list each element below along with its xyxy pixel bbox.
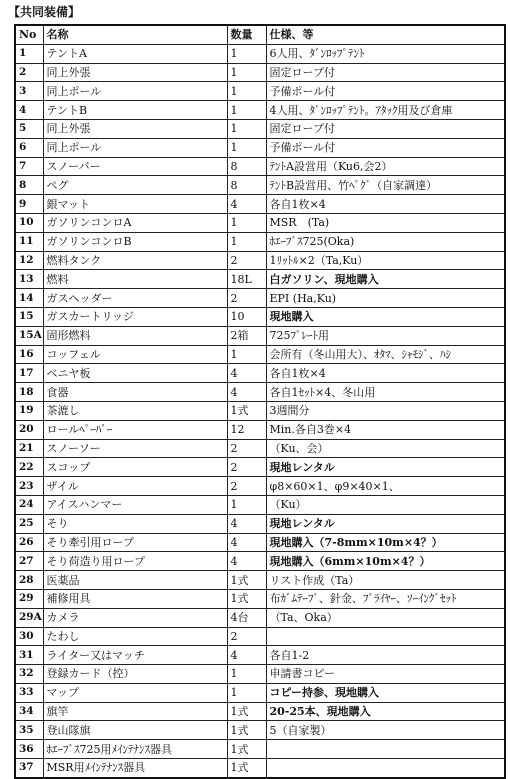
row-quantity: 4 xyxy=(227,364,266,383)
row-name: ザイル xyxy=(43,477,227,496)
table-row xyxy=(15,119,505,138)
row-name: ﾎｴｰﾌﾞｽ725用ﾒｲﾝﾃﾅﾝｽ器具 xyxy=(43,740,227,759)
row-number: 30 xyxy=(15,627,43,646)
row-number: 9 xyxy=(15,195,43,214)
table-row xyxy=(15,157,505,176)
row-number: 28 xyxy=(15,571,43,590)
row-spec: 5（自家製） xyxy=(266,721,505,740)
row-quantity: 4 xyxy=(227,383,266,402)
row-number: 34 xyxy=(15,702,43,721)
row-quantity: 1 xyxy=(227,101,266,120)
row-quantity: 2 xyxy=(227,458,266,477)
row-quantity: 1式 xyxy=(227,401,266,420)
equipment-table xyxy=(14,24,506,779)
row-spec: 現地レンタル xyxy=(266,514,505,533)
row-spec: 各自1-2 xyxy=(266,646,505,665)
row-name: スノーバー xyxy=(43,157,227,176)
row-quantity: 2 xyxy=(227,251,266,270)
row-quantity: 1 xyxy=(227,213,266,232)
row-name: ベニヤ板 xyxy=(43,364,227,383)
row-quantity: 8 xyxy=(227,157,266,176)
table-row xyxy=(15,589,505,608)
row-number: 25 xyxy=(15,514,43,533)
row-spec: 各自1ｾｯﾄ×4、冬山用 xyxy=(266,383,505,402)
row-name: 旗竿 xyxy=(43,702,227,721)
row-name: 医薬品 xyxy=(43,571,227,590)
table-row xyxy=(15,608,505,627)
row-name: 登録カード（控） xyxy=(43,665,227,684)
table-row xyxy=(15,721,505,740)
row-name: 食器 xyxy=(43,383,227,402)
table-row xyxy=(15,82,505,101)
row-number: 1 xyxy=(15,44,43,63)
row-name: 茶漉し xyxy=(43,401,227,420)
header-qty: 数量 xyxy=(227,25,266,44)
row-spec: （Ta、Oka） xyxy=(266,608,505,627)
row-spec: 各自1枚×4 xyxy=(266,195,505,214)
row-quantity: 4 xyxy=(227,195,266,214)
table-row xyxy=(15,495,505,514)
row-spec: 725ﾌﾟﾚｰﾄ用 xyxy=(266,326,505,345)
table-row xyxy=(15,420,505,439)
row-quantity: 1式 xyxy=(227,702,266,721)
row-spec: 現地購入（7-8mm×10m×4？） xyxy=(266,533,505,552)
row-name: MSR用ﾒｲﾝﾃﾅﾝｽ器具 xyxy=(43,759,227,778)
row-number: 27 xyxy=(15,552,43,571)
row-quantity: 10 xyxy=(227,307,266,326)
table-row xyxy=(15,702,505,721)
row-quantity: 4 xyxy=(227,552,266,571)
row-spec: 白ガソリン、現地購入 xyxy=(266,270,505,289)
table-row xyxy=(15,646,505,665)
row-spec xyxy=(266,627,505,646)
row-number: 5 xyxy=(15,119,43,138)
row-spec: φ8×60×1、φ9×40×1、 xyxy=(266,477,505,496)
row-number: 24 xyxy=(15,495,43,514)
row-number: 22 xyxy=(15,458,43,477)
header-no: No xyxy=(15,25,43,44)
row-name: マップ xyxy=(43,683,227,702)
row-name: 固形燃料 xyxy=(43,326,227,345)
row-number: 6 xyxy=(15,138,43,157)
row-spec: 6人用、ﾀﾞﾝﾛｯﾌﾟﾃﾝﾄ xyxy=(266,44,505,63)
table-row xyxy=(15,364,505,383)
row-number: 29A xyxy=(15,608,43,627)
table-row xyxy=(15,477,505,496)
row-number: 11 xyxy=(15,232,43,251)
table-row xyxy=(15,232,505,251)
table-row xyxy=(15,138,505,157)
row-spec: 固定ロープ付 xyxy=(266,63,505,82)
table-row xyxy=(15,63,505,82)
row-quantity: 8 xyxy=(227,176,266,195)
row-name: たわし xyxy=(43,627,227,646)
row-quantity: 2 xyxy=(227,289,266,308)
row-number: 4 xyxy=(15,101,43,120)
row-quantity: 1 xyxy=(227,44,266,63)
row-spec: 3週間分 xyxy=(266,401,505,420)
table-row xyxy=(15,627,505,646)
table-row xyxy=(15,307,505,326)
row-spec xyxy=(266,740,505,759)
row-quantity: 2 xyxy=(227,439,266,458)
table-row xyxy=(15,289,505,308)
table-row xyxy=(15,326,505,345)
row-name: そり荷造り用ロープ xyxy=(43,552,227,571)
row-spec: ﾎｴｰﾌﾞｽ725(Oka) xyxy=(266,232,505,251)
row-quantity: 1式 xyxy=(227,759,266,778)
table-row xyxy=(15,44,505,63)
row-spec: 1ﾘｯﾄﾙ×2（Ta,Ku） xyxy=(266,251,505,270)
row-number: 7 xyxy=(15,157,43,176)
row-spec: 4人用、ﾀﾞﾝﾛｯﾌﾟﾃﾝﾄ。ｱﾀｯｸ用及び倉庫 xyxy=(266,101,505,120)
table-body xyxy=(15,44,505,778)
row-quantity: 1式 xyxy=(227,740,266,759)
row-name: コッフェル xyxy=(43,345,227,364)
row-name: 同上ポール xyxy=(43,82,227,101)
row-number: 8 xyxy=(15,176,43,195)
table-row xyxy=(15,514,505,533)
row-spec: 申請書コピー xyxy=(266,665,505,684)
row-number: 21 xyxy=(15,439,43,458)
row-name: 銀マット xyxy=(43,195,227,214)
table-row xyxy=(15,401,505,420)
row-spec: 会所有（冬山用大）、ｵﾀﾏ、ｼｬﾓｼﾞ、ﾊｼ xyxy=(266,345,505,364)
row-spec: 20-25本、現地購入 xyxy=(266,702,505,721)
row-number: 23 xyxy=(15,477,43,496)
row-name: 燃料 xyxy=(43,270,227,289)
row-spec: 固定ロープ付 xyxy=(266,119,505,138)
row-name: ロールﾍﾟｰﾊﾟｰ xyxy=(43,420,227,439)
row-spec: Min.各自3巻×4 xyxy=(266,420,505,439)
table-row xyxy=(15,439,505,458)
row-spec: ﾃﾝﾄA設営用（Ku6,会2） xyxy=(266,157,505,176)
header-name: 名称 xyxy=(43,25,227,44)
row-spec: 現地購入（6mm×10m×4？） xyxy=(266,552,505,571)
table-row xyxy=(15,759,505,778)
table-row xyxy=(15,665,505,684)
row-number: 12 xyxy=(15,251,43,270)
row-spec xyxy=(266,759,505,778)
row-quantity: 1 xyxy=(227,495,266,514)
row-quantity: 1 xyxy=(227,665,266,684)
table-row xyxy=(15,195,505,214)
row-spec: 予備ポール付 xyxy=(266,82,505,101)
row-spec: 布ｶﾞﾑﾃｰﾌﾟ、針金、ﾌﾟﾗｲﾔｰ、ｿｰｲﾝｸﾞｾｯﾄ xyxy=(266,589,505,608)
row-quantity: 4 xyxy=(227,646,266,665)
row-name: 登山隊旗 xyxy=(43,721,227,740)
row-quantity: 1 xyxy=(227,138,266,157)
row-number: 29 xyxy=(15,589,43,608)
page-title: 【共同装備】 xyxy=(8,5,81,19)
row-name: そり xyxy=(43,514,227,533)
row-name: 補修用具 xyxy=(43,589,227,608)
row-quantity: 2 xyxy=(227,627,266,646)
row-number: 33 xyxy=(15,683,43,702)
row-quantity: 1 xyxy=(227,119,266,138)
table-row xyxy=(15,458,505,477)
table-row xyxy=(15,571,505,590)
row-quantity: 12 xyxy=(227,420,266,439)
table-row xyxy=(15,251,505,270)
row-quantity: 1式 xyxy=(227,589,266,608)
row-quantity: 1 xyxy=(227,63,266,82)
table-row xyxy=(15,213,505,232)
row-number: 14 xyxy=(15,289,43,308)
row-spec: EPI (Ha,Ku) xyxy=(266,289,505,308)
table-row xyxy=(15,552,505,571)
row-quantity: 1 xyxy=(227,683,266,702)
row-name: 同上外張 xyxy=(43,119,227,138)
row-quantity: 4台 xyxy=(227,608,266,627)
row-name: 同上外張 xyxy=(43,63,227,82)
row-number: 13 xyxy=(15,270,43,289)
row-spec: リスト作成（Ta） xyxy=(266,571,505,590)
row-quantity: 1 xyxy=(227,232,266,251)
row-number: 31 xyxy=(15,646,43,665)
row-name: ガソリンコンロA xyxy=(43,213,227,232)
row-number: 15A xyxy=(15,326,43,345)
row-number: 19 xyxy=(15,401,43,420)
table-row xyxy=(15,270,505,289)
row-number: 36 xyxy=(15,740,43,759)
row-name: スノーソー xyxy=(43,439,227,458)
table-row xyxy=(15,101,505,120)
table-row xyxy=(15,533,505,552)
row-number: 3 xyxy=(15,82,43,101)
row-spec: 現地購入 xyxy=(266,307,505,326)
table-row xyxy=(15,683,505,702)
row-quantity: 4 xyxy=(227,533,266,552)
row-spec: 現地レンタル xyxy=(266,458,505,477)
row-spec: ﾃﾝﾄB設営用、竹ﾍﾟｸﾞ（自家調達） xyxy=(266,176,505,195)
row-number: 20 xyxy=(15,420,43,439)
row-quantity: 1式 xyxy=(227,721,266,740)
row-spec: （Ku、会） xyxy=(266,439,505,458)
row-number: 18 xyxy=(15,383,43,402)
table-row xyxy=(15,176,505,195)
row-name: テントA xyxy=(43,44,227,63)
row-quantity: 4 xyxy=(227,514,266,533)
row-quantity: 18L xyxy=(227,270,266,289)
row-name: ガソリンコンロB xyxy=(43,232,227,251)
row-name: ガスカートリッジ xyxy=(43,307,227,326)
row-name: ライター又はマッチ xyxy=(43,646,227,665)
row-spec: 各自1枚×4 xyxy=(266,364,505,383)
row-quantity: 2箱 xyxy=(227,326,266,345)
row-quantity: 1 xyxy=(227,82,266,101)
table-row xyxy=(15,383,505,402)
row-number: 37 xyxy=(15,759,43,778)
row-number: 32 xyxy=(15,665,43,684)
row-spec: 予備ポール付 xyxy=(266,138,505,157)
row-name: 燃料タンク xyxy=(43,251,227,270)
row-number: 26 xyxy=(15,533,43,552)
table-row xyxy=(15,740,505,759)
header-spec: 仕様、等 xyxy=(266,25,505,44)
row-spec: （Ku） xyxy=(266,495,505,514)
row-spec: MSR (Ta) xyxy=(266,213,505,232)
row-number: 15 xyxy=(15,307,43,326)
row-name: そり牽引用ロープ xyxy=(43,533,227,552)
row-name: ペグ xyxy=(43,176,227,195)
row-spec: コピー持参、現地購入 xyxy=(266,683,505,702)
row-number: 16 xyxy=(15,345,43,364)
table-header-row xyxy=(15,25,505,44)
row-name: カメラ xyxy=(43,608,227,627)
row-number: 2 xyxy=(15,63,43,82)
row-quantity: 1式 xyxy=(227,571,266,590)
table-row xyxy=(15,345,505,364)
row-name: スコップ xyxy=(43,458,227,477)
row-number: 17 xyxy=(15,364,43,383)
row-quantity: 2 xyxy=(227,477,266,496)
row-name: ガスヘッダー xyxy=(43,289,227,308)
row-name: テントB xyxy=(43,101,227,120)
row-number: 35 xyxy=(15,721,43,740)
row-name: アイスハンマー xyxy=(43,495,227,514)
row-number: 10 xyxy=(15,213,43,232)
row-quantity: 1 xyxy=(227,345,266,364)
row-name: 同上ポール xyxy=(43,138,227,157)
